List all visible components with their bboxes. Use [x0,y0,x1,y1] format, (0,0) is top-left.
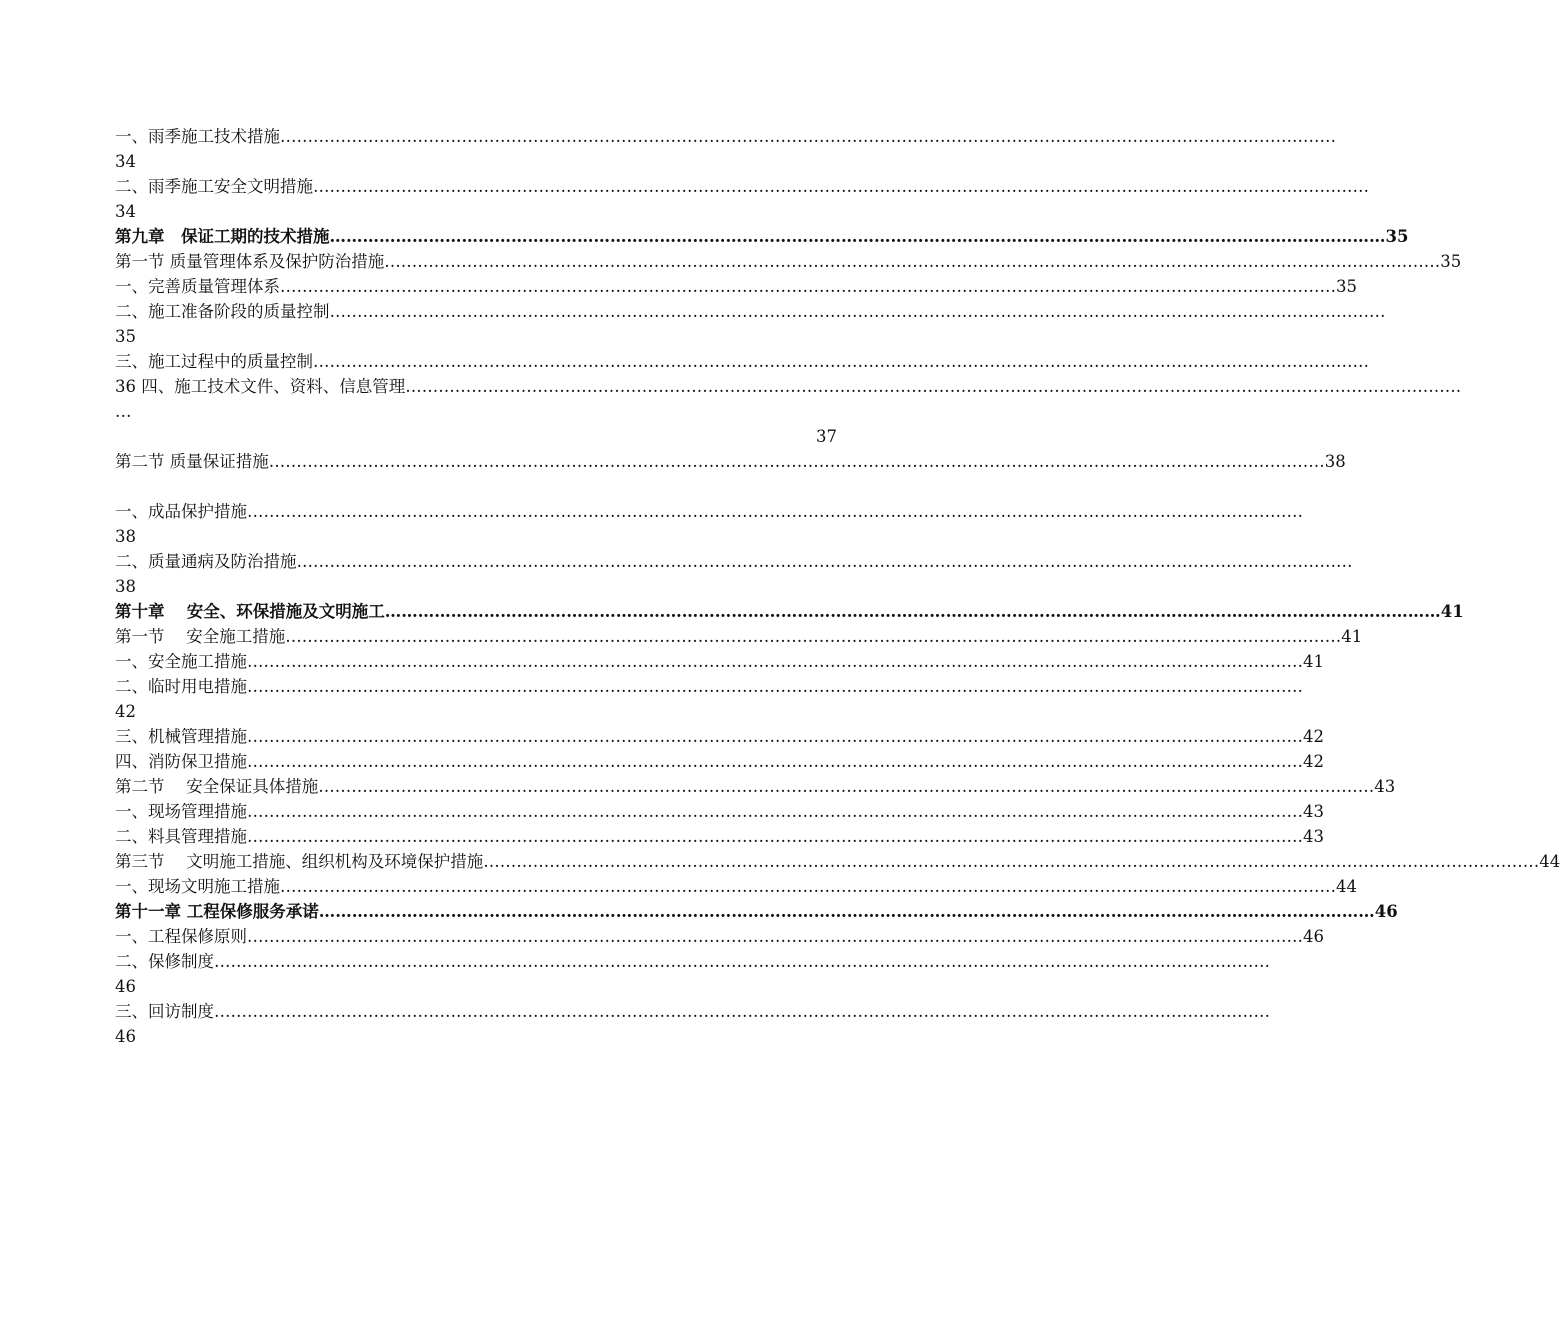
toc-entry-title: 一、完善质量管理体系 [115,277,280,296]
toc-entry-title: 二、保修制度 [115,952,214,971]
toc-page-number: 41 [1440,602,1464,621]
toc-entry[interactable] [115,249,1462,274]
toc-entry[interactable] [115,349,1369,374]
toc-entry-title: 一、工程保修原则 [115,927,247,946]
toc-leader-dots: ………………………………………………………………………………………………………………………………………………………………………… [313,177,1369,196]
toc-entry[interactable] [115,124,1336,149]
toc-leader-dots: ………………………………………………………………………………………………………………………………………………………………………… [247,652,1303,671]
toc-entry-title: 二、雨季施工安全文明措施 [115,177,313,196]
toc-page-number: 44 [1336,877,1357,896]
toc-entry-title: 36 四、施工技术文件、资料、信息管理 [115,377,406,396]
toc-entry-title: 一、现场管理措施 [115,802,247,821]
toc-page-number-wrapped: 34 [115,152,136,171]
toc-page-number-wrapped: 35 [115,327,136,346]
toc-entry-title: 第一节 安全施工措施 [115,627,286,646]
toc-page-number: 35 [1440,252,1462,271]
toc-leader-dots: ………………………………………………………………………………………………………………………………………………………………………… [329,227,1386,246]
toc-entry[interactable] [115,499,1303,524]
toc-leader-dots: ………………………………………………………………………………………………………………………………………………………………………… [329,302,1386,321]
toc-entry[interactable] [115,174,1369,199]
toc-leader-dots: ………………………………………………………………………………………………………………………………………………………………………… [247,802,1303,821]
table-of-contents [115,124,1560,1049]
toc-leader-dots: ………………………………………………………………………………………………………………………………………………………………………… [405,377,1462,396]
toc-entry[interactable] [115,649,1324,674]
toc-entry[interactable] [115,549,1353,574]
toc-entry-title: 二、质量通病及防治措施 [115,552,297,571]
toc-entry[interactable] [115,599,1464,624]
toc-leader-dots: ………………………………………………………………………………………………………………………………………………………………………… [247,752,1303,771]
toc-entry-title: 二、料具管理措施 [115,827,247,846]
toc-leader-dots: ………………………………………………………………………………………………………………………………………………………………………… [384,602,1441,621]
toc-entry-title: 第三节 文明施工措施、组织机构及环境保护措施 [115,852,484,871]
toc-leader-dots: ………………………………………………………………………………………………………………………………………………………………………… [247,827,1303,846]
toc-page-number: 41 [1341,627,1363,646]
toc-entry[interactable] [115,749,1324,774]
toc-page-number: 43 [1303,802,1324,821]
toc-leader-dots: ………………………………………………………………………………………………………………………………………………………………………… [318,902,1375,921]
toc-entry-title: 第二节 安全保证具体措施 [115,777,319,796]
toc-entry[interactable] [115,799,1324,824]
toc-entry-title: 第二节 质量保证措施 [115,452,269,471]
toc-leader-dots: ………………………………………………………………………………………………………………………………………………………………………… [318,777,1375,796]
toc-entry[interactable] [115,874,1357,899]
toc-page-number: 35 [1385,227,1409,246]
toc-entry[interactable] [115,949,1270,974]
toc-page-number: 44 [1539,852,1560,871]
toc-entry[interactable] [115,849,1560,874]
toc-page-number: 42 [1303,752,1324,771]
toc-leader-dots: ………………………………………………………………………………………………………………………………………………………………………… [296,552,1353,571]
toc-entry-title: 一、安全施工措施 [115,652,247,671]
toc-leader-dots: ………………………………………………………………………………………………………………………………………………………………………… [247,927,1303,946]
toc-leader-dots: ………………………………………………………………………………………………………………………………………………………………………… [280,277,1336,296]
toc-page-number: 46 [1374,902,1398,921]
toc-leader-dots: ………………………………………………………………………………………………………………………………………………………………………… [247,727,1303,746]
toc-leader-dots: ………………………………………………………………………………………………………………………………………………………………………… [483,852,1540,871]
toc-entry[interactable] [115,624,1363,649]
toc-entry-title: 第九章 保证工期的技术措施 [115,227,330,246]
toc-leader-dots: ………………………………………………………………………………………………………………………………………………………………………… [384,252,1441,271]
toc-page-number-wrapped: 46 [115,977,136,996]
toc-entry[interactable] [115,824,1324,849]
toc-entry[interactable] [115,999,1270,1024]
toc-leader-dots: ………………………………………………………………………………………………………………………………………………………………………… [313,352,1369,371]
toc-page-number: 46 [1303,927,1324,946]
toc-leader-dots: ………………………………………………………………………………………………………………………………………………………………………… [280,127,1336,146]
toc-entry-title: 三、回访制度 [115,1002,214,1021]
toc-entry[interactable] [115,899,1398,924]
toc-entry[interactable] [115,924,1324,949]
spacer [115,474,837,499]
toc-leader-dots: ………………………………………………………………………………………………………………………………………………………………………… [247,502,1303,521]
toc-page-number: 35 [1336,277,1357,296]
toc-page-number-wrapped: … [115,402,132,421]
toc-entry[interactable] [115,374,1462,399]
toc-entry-title: 三、施工过程中的质量控制 [115,352,313,371]
toc-entry-title: 二、施工准备阶段的质量控制 [115,302,330,321]
toc-page-number-wrapped: 46 [115,1027,136,1046]
toc-entry[interactable] [115,449,1346,474]
toc-leader-dots: ………………………………………………………………………………………………………………………………………………………………………… [285,627,1342,646]
toc-entry[interactable] [115,724,1324,749]
toc-entry-title: 一、成品保护措施 [115,502,247,521]
toc-entry-title: 一、现场文明施工措施 [115,877,280,896]
toc-leader-dots: ………………………………………………………………………………………………………………………………………………………………………… [247,677,1303,696]
toc-page-number-wrapped: 38 [115,527,136,546]
toc-page-number: 43 [1374,777,1396,796]
toc-leader-dots: ………………………………………………………………………………………………………………………………………………………………………… [268,452,1325,471]
toc-entry-title: 第十一章 工程保修服务承诺 [115,902,319,921]
toc-entry[interactable] [115,274,1357,299]
toc-page-number-wrapped: 37 [816,427,837,446]
toc-entry[interactable] [115,774,1396,799]
toc-entry-title: 一、雨季施工技术措施 [115,127,280,146]
toc-leader-dots: ………………………………………………………………………………………………………………………………………………………………………… [280,877,1336,896]
toc-leader-dots: ………………………………………………………………………………………………………………………………………………………………………… [214,952,1270,971]
toc-page-number-wrapped: 42 [115,702,136,721]
toc-entry[interactable] [115,674,1303,699]
toc-entry[interactable] [115,224,1409,249]
toc-entry-title: 四、消防保卫措施 [115,752,247,771]
toc-page-number: 38 [1324,452,1346,471]
toc-entry[interactable] [115,299,1386,324]
toc-leader-dots: ………………………………………………………………………………………………………………………………………………………………………… [214,1002,1270,1021]
toc-entry-title: 第一节 质量管理体系及保护防治措施 [115,252,385,271]
toc-entry-title: 二、临时用电措施 [115,677,247,696]
toc-entry-title: 第十章 安全、环保措施及文明施工 [115,602,385,621]
toc-page-number: 41 [1303,652,1324,671]
toc-page-number: 43 [1303,827,1324,846]
toc-entry-title: 三、机械管理措施 [115,727,247,746]
toc-page-number-wrapped: 34 [115,202,136,221]
toc-page-number-wrapped: 38 [115,577,136,596]
toc-page-number: 42 [1303,727,1324,746]
